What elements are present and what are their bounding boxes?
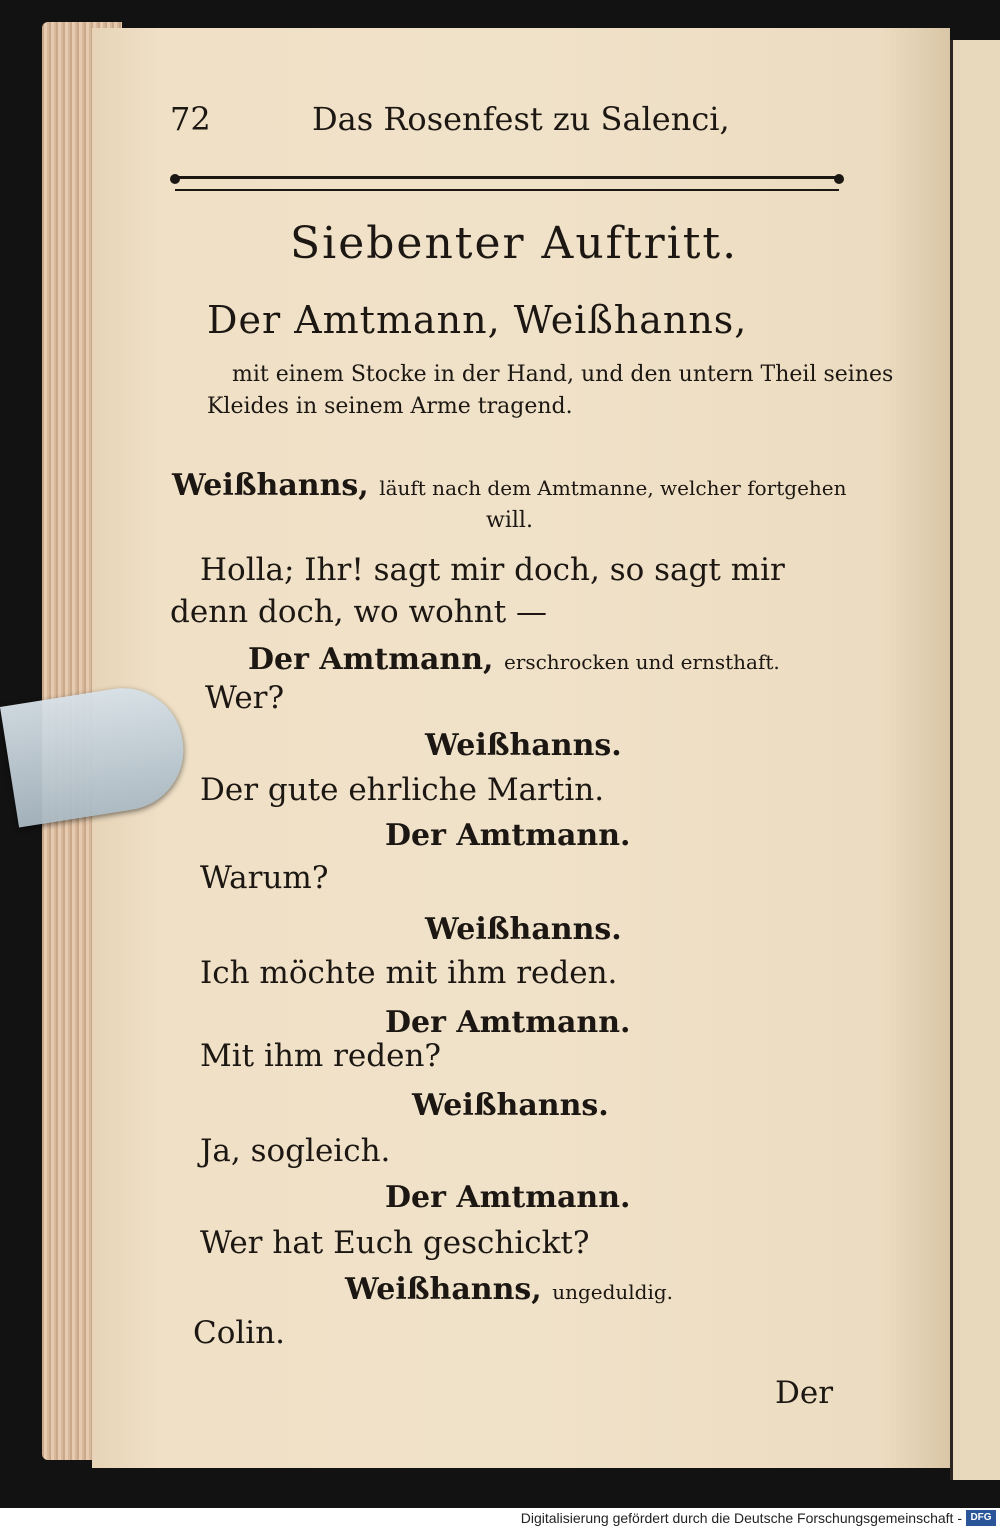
scene-title: Siebenter Auftritt. [290, 218, 739, 269]
rule-end-left [170, 174, 180, 184]
stage-direction: ungeduldig. [552, 1280, 674, 1304]
stage-direction: läuft nach dem Amtmanne, welcher fortgehen [379, 476, 847, 500]
speaker-amtmann: Der Amtmann. [385, 1180, 631, 1215]
catchword: Der [775, 1375, 834, 1411]
speaker-weisshanns: Weißhanns. [425, 728, 622, 763]
rule-end-right [834, 174, 844, 184]
dialogue-line: Wer hat Euch geschickt? [200, 1225, 590, 1261]
dialogue-line: Der gute ehrliche Martin. [200, 772, 605, 808]
stage-direction-line-1: mit einem Stocke in der Hand, und den untern Theil seines [232, 362, 894, 387]
dialogue-line: Wer? [205, 680, 285, 716]
dialogue-line: Colin. [193, 1315, 286, 1351]
dialogue-line: denn doch, wo wohnt — [170, 594, 548, 630]
speaker-amtmann [248, 642, 780, 677]
speaker-name: Weißhanns, [172, 468, 369, 503]
dialogue-line: Ich möchte mit ihm reden. [200, 955, 618, 991]
dialogue-line: Holla; Ihr! sagt mir doch, so sagt mir [200, 552, 785, 588]
speaker-weisshanns: Weißhanns. [412, 1088, 609, 1123]
facing-page-edge [950, 40, 1000, 1480]
speaker-weisshanns [345, 1272, 673, 1307]
dialogue-line: Warum? [200, 860, 329, 896]
page-number: 72 [170, 100, 211, 138]
speaker-amtmann: Der Amtmann. [385, 1005, 631, 1040]
dialogue-line: Mit ihm reden? [200, 1038, 442, 1074]
dfg-logo: DFG [966, 1510, 996, 1526]
cast-line: Der Amtmann, Weißhanns, [207, 298, 748, 342]
running-title: Das Rosenfest zu Salenci, [312, 100, 730, 138]
speaker-name: Weißhanns, [345, 1272, 542, 1307]
speaker-weisshanns: Weißhanns. [425, 912, 622, 947]
footer-text: Digitalisierung gefördert durch die Deutsche Forschungsgemeinschaft - [520, 1510, 962, 1526]
footer-bar [0, 1508, 1000, 1529]
stage-direction-line-2: Kleides in seinem Arme tragend. [207, 394, 573, 419]
stage-direction: erschrocken und ernsthaft. [503, 650, 780, 674]
speaker-weisshanns [172, 468, 847, 503]
stage-direction-cont: will. [486, 508, 533, 533]
speaker-amtmann: Der Amtmann. [385, 818, 631, 853]
dialogue-line: Ja, sogleich. [200, 1133, 391, 1169]
ornamental-rule [175, 176, 839, 191]
speaker-name: Der Amtmann, [248, 642, 494, 677]
